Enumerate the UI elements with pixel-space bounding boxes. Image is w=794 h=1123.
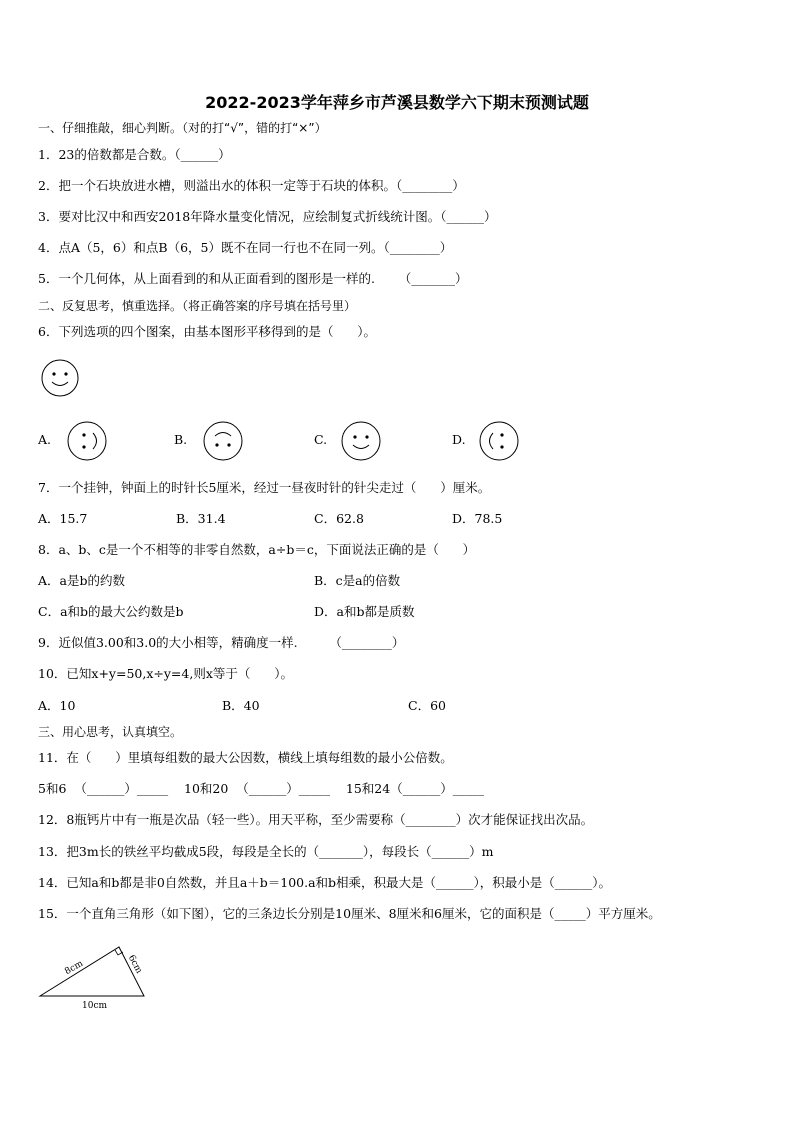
q7-option-b: B．31.4 (176, 511, 226, 526)
section-heading-3: 三、用心思考，认真填空。 (38, 725, 183, 739)
q8-option-a: A．a是b的约数 (38, 573, 125, 588)
question-14: 14．已知a和b都是非0自然数，并且a＋b＝100.a和b相乘，积最大是（______），积最小是（______）。 (38, 875, 612, 890)
question-15: 15．一个直角三角形（如下图），它的三条边长分别是10厘米、8厘米和6厘米，它的面积是（_____）平方厘米。 (38, 906, 661, 921)
question-1: 1．23的倍数都是合数。（______） (38, 147, 231, 162)
question-10: 10．已知x+y=50,x÷y=4,则x等于（ ）。 (38, 666, 293, 681)
section-heading-1: 一、仔细推敲，细心判断。（对的打“√”，错的打“×”） (38, 121, 327, 135)
triangle-label-8cm: 8cm (63, 958, 86, 978)
q8-option-c: C．a和b的最大公约数是b (38, 604, 184, 619)
q10-option-a: A．10 (38, 698, 76, 713)
q10-option-c: C．60 (408, 698, 446, 713)
q7-option-a: A．15.7 (38, 511, 88, 526)
q6-option-d-label: D. (452, 432, 466, 447)
question-7: 7．一个挂钟，钟面上的时针长5厘米，经过一昼夜时针的针尖走过（ ）厘米。 (38, 480, 491, 495)
q6-option-b-figure (202, 420, 244, 462)
q7-option-d: D．78.5 (452, 511, 503, 526)
q8-option-b: B．c是a的倍数 (314, 573, 401, 588)
triangle-label-6cm: 6cm (125, 953, 144, 976)
q6-option-b-label: B. (174, 432, 188, 447)
question-3: 3．要对比汉中和西安2018年降水量变化情况，应绘制复式折线统计图。（______） (38, 209, 497, 224)
question-2: 2．把一个石块放进水槽，则溢出水的体积一定等于石块的体积。（________） (38, 178, 465, 193)
q6-option-c-figure (340, 420, 382, 462)
page-title: 2022-2023学年萍乡市芦溪县数学六下期末预测试题 (205, 93, 589, 112)
question-12: 12．8瓶钙片中有一瓶是次品（轻一些）。用天平称，至少需要称（________）次才能保证找出次品。 (38, 812, 594, 827)
question-5: 5．一个几何体，从上面看到的和从正面看到的图形是一样的. （_______） (38, 271, 468, 286)
question-4: 4．点A（5，6）和点B（6，5）既不在同一行也不在同一列。（________） (38, 240, 453, 255)
q6-option-d-figure (478, 420, 520, 462)
q6-option-a-figure (66, 420, 108, 462)
right-triangle-figure (36, 940, 156, 1012)
question-11-blanks: 5和6 （______）_____ 10和20 （______）_____ 15和24（______）_____ (38, 781, 484, 796)
question-8: 8．a、b、c是一个不相等的非零自然数，a÷b＝c，下面说法正确的是（ ） (38, 542, 476, 557)
q6-option-a-label: A. (38, 432, 52, 447)
q10-option-b: B．40 (222, 698, 260, 713)
base-smiley-figure (40, 358, 80, 398)
q6-option-c-label: C. (314, 432, 328, 447)
question-13: 13．把3m长的铁丝平均截成5段，每段是全长的（_______），每段长（______）m (38, 844, 494, 859)
section-heading-2: 二、反复思考，慎重选择。（将正确答案的序号填在括号里） (38, 299, 357, 313)
q8-option-d: D．a和b都是质数 (314, 604, 415, 619)
triangle-label-10cm: 10cm (82, 1001, 108, 1011)
question-11: 11．在（ ）里填每组数的最大公因数，横线上填每组数的最小公倍数。 (38, 750, 453, 765)
question-9: 9．近似值3.00和3.0的大小相等，精确度一样. （________） (38, 635, 405, 650)
question-6: 6．下列选项的四个图案，由基本图形平移得到的是（ ）。 (38, 324, 377, 339)
q7-option-c: C．62.8 (314, 511, 364, 526)
